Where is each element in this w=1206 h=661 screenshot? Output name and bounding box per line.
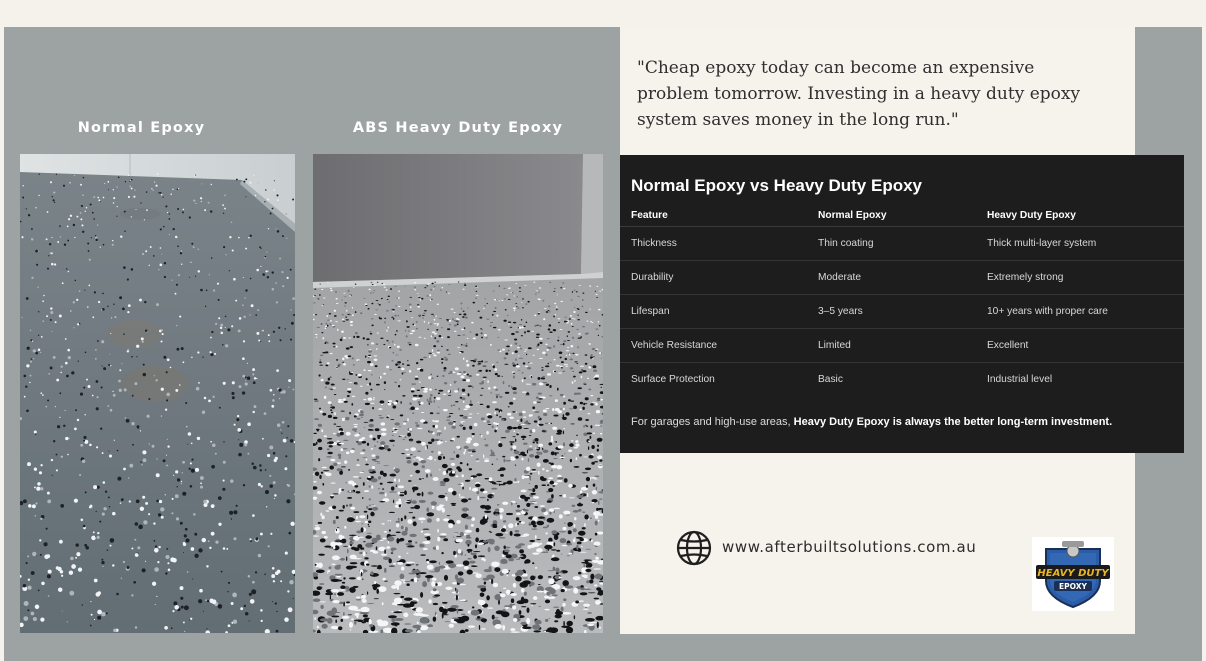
top-strip [0, 0, 1206, 27]
footer-bold-text: Heavy Duty Epoxy is always the better long-term investment. [793, 416, 1113, 428]
table-row [620, 329, 1184, 363]
table-row [620, 261, 1184, 295]
heavy-duty-epoxy-logo [1032, 537, 1114, 611]
cell-feature: Vehicle Resistance [620, 329, 818, 363]
cell-heavy: Thick multi-layer system [987, 227, 1184, 261]
comparison-table [620, 204, 1184, 396]
cell-normal: 3–5 years [818, 295, 987, 329]
website-link[interactable]: www.afterbuiltsolutions.com.au [722, 538, 977, 556]
cell-heavy: 10+ years with proper care [987, 295, 1184, 329]
table-header-row [620, 204, 1184, 227]
cell-feature: Thickness [620, 227, 818, 261]
footer-text: For garages and high-use areas, [631, 416, 794, 428]
header-feature: Feature [620, 204, 818, 227]
comparison-card [620, 155, 1184, 453]
cell-normal: Moderate [818, 261, 987, 295]
table-row [620, 295, 1184, 329]
quote-text: "Cheap epoxy today can become an expensive problem tomorrow. Investing in a heavy duty epoxy system saves money in the long run." [637, 58, 1081, 130]
normal-epoxy-label: Normal Epoxy [77, 120, 206, 136]
logo-line2: EPOXY [1059, 582, 1087, 591]
heavy-duty-epoxy-label: ABS Heavy Duty Epoxy [352, 120, 564, 136]
cell-normal: Limited [818, 329, 987, 363]
cell-heavy: Extremely strong [987, 261, 1184, 295]
comparison-title: Normal Epoxy vs Heavy Duty Epoxy [631, 176, 923, 195]
comparison-footer [631, 416, 1112, 428]
table-row [620, 363, 1184, 397]
cell-normal: Basic [818, 374, 843, 385]
header-heavy-duty-epoxy: Heavy Duty Epoxy [987, 204, 1184, 227]
table-row [620, 227, 1184, 261]
globe-icon [676, 530, 712, 566]
cell-feature: Lifespan [620, 295, 818, 329]
cell-feature: Surface Protection [631, 374, 715, 385]
cell-normal: Thin coating [818, 227, 987, 261]
cell-heavy: Industrial level [987, 374, 1053, 385]
cell-feature: Durability [620, 261, 818, 295]
heavy-duty-epoxy-photo [313, 154, 603, 633]
normal-epoxy-photo [20, 154, 295, 633]
logo-line1: HEAVY DUTY [1037, 568, 1109, 579]
cell-heavy: Excellent [987, 329, 1184, 363]
header-normal-epoxy: Normal Epoxy [818, 204, 987, 227]
